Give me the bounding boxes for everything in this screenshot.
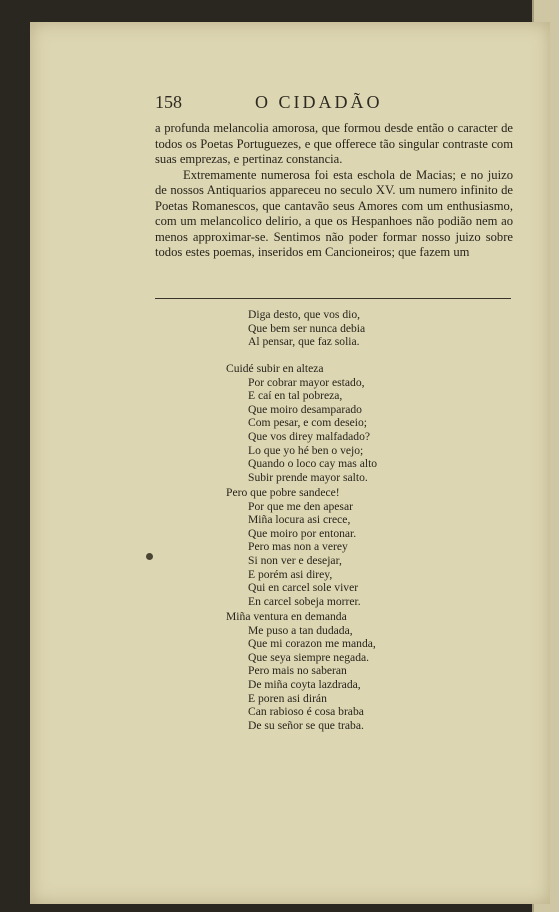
verse-line: Que bem ser nunca debia xyxy=(248,321,366,335)
verse-line: Que moiro desamparado xyxy=(248,402,362,416)
verse-line: Can rabioso é cosa braba xyxy=(248,705,364,719)
verse-line: Que vos direy malfadado? xyxy=(248,429,371,443)
verse-line: Lo que yo hé ben o vejo; xyxy=(248,443,364,457)
verse-line: Por cobrar mayor estado, xyxy=(248,375,365,389)
verse-line: Cuidé subir en alteza xyxy=(226,362,324,375)
verse-line: Si non ver e desejar, xyxy=(248,553,342,567)
page-header xyxy=(155,92,510,114)
verse-line: E poren asi dirán xyxy=(248,691,327,705)
verse-line: Pero mais no saberan xyxy=(248,664,347,678)
ink-blot xyxy=(146,553,153,560)
verse-line: Me puso a tan dudada, xyxy=(248,623,353,637)
paragraph: a profunda melancolia amorosa, que formou desde então o caracter de todos os Poetas Portuguezes, e que offerece tão singular contraste com suas emprezas, e pertinaz constancia. xyxy=(155,121,513,166)
verse-line: Subir prende mayor salto. xyxy=(248,470,368,484)
verse-line: E porém asi direy, xyxy=(248,567,333,581)
poem-stanza-4 xyxy=(226,610,376,732)
paragraph: Extremamente numerosa foi esta eschola de Macias; e no juizo de nossos Antiquarios appareceu no seculo XV. um numero infinito de Poetas Romanescos, que cantavão seus Amores com um enthusiasmo, com um melancolico delirio, a que os Hespanhoes não podião nem ao menos approximar-se. Sentimos não poder formar nosso juizo sobre todos estes poemas, inseridos em Cancioneiros; que fazem um xyxy=(155,167,513,259)
running-title: O CIDADÃO xyxy=(255,92,383,112)
prose-text xyxy=(155,121,513,261)
verse-line: Que mi corazon me manda, xyxy=(248,637,376,651)
verse-line: Diga desto, que vos dio, xyxy=(248,308,361,321)
verse-line: Com pesar, e com deseio; xyxy=(248,416,367,430)
verse-line: En carcel sobeja morrer. xyxy=(248,594,361,608)
verse-line: Pero que pobre sandece! xyxy=(226,486,340,499)
poem-stanza-3 xyxy=(226,486,361,608)
poem-stanza-1 xyxy=(248,308,365,349)
verse-line: Miña locura asi crece, xyxy=(248,513,351,527)
verse-line: Miña ventura en demanda xyxy=(226,610,347,623)
verse-line: Por que me den apesar xyxy=(248,499,353,513)
verse-line: Al pensar, que faz solia. xyxy=(248,335,360,349)
verse-line: Que seya siempre negada. xyxy=(248,650,370,664)
verse-line: Qui en carcel sole viver xyxy=(248,581,359,595)
verse-line: Quando o loco cay mas alto xyxy=(248,457,378,471)
poem-stanza-2 xyxy=(226,362,377,484)
verse-line: De su señor se que traba. xyxy=(248,718,364,732)
page-number: 158 xyxy=(155,92,182,112)
verse-line: Pero mas non a verey xyxy=(248,540,348,554)
verse-line: De miña coyta lazdrada, xyxy=(248,677,361,691)
verse-line: Que moiro por entonar. xyxy=(248,526,357,540)
section-rule xyxy=(155,298,511,299)
verse-line: E caí en tal pobreza, xyxy=(248,389,343,403)
